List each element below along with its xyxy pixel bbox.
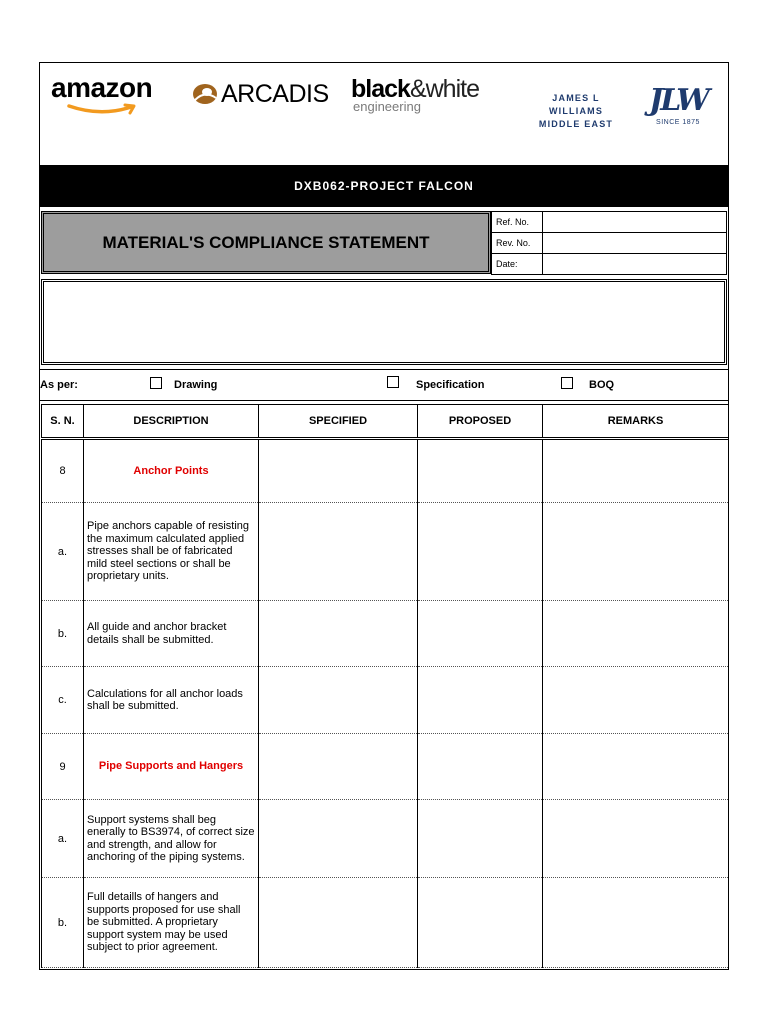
row-sn: b.: [42, 601, 84, 667]
specification-checkbox[interactable]: [387, 376, 399, 388]
specified-cell[interactable]: [259, 439, 418, 503]
specification-option-label: Specification: [416, 379, 485, 391]
row-sn: b.: [42, 878, 84, 968]
proposed-cell[interactable]: [418, 439, 543, 503]
header-sn: S. N.: [42, 405, 84, 439]
document-title: MATERIAL'S COMPLIANCE STATEMENT: [102, 232, 430, 252]
jlw-name-line1: JAMES L WILLIAMS: [548, 93, 604, 116]
proposed-cell[interactable]: [418, 503, 543, 601]
document-title-box: [41, 211, 491, 274]
bw-engineering: engineering: [353, 99, 421, 114]
bw-black: black: [351, 75, 410, 103]
bw-white: white: [425, 75, 479, 103]
specified-cell[interactable]: [259, 800, 418, 878]
title-section: [40, 210, 728, 275]
jlw-company-name: [526, 92, 626, 131]
date-label: Date:: [492, 254, 543, 275]
as-per-label: As per:: [40, 379, 78, 391]
proposed-cell[interactable]: [418, 800, 543, 878]
black-white-engineering-logo: [351, 77, 479, 113]
table-row: [42, 734, 729, 800]
header-specified: SPECIFIED: [259, 405, 418, 439]
remarks-cell[interactable]: [543, 878, 729, 968]
table-header-row: [42, 405, 729, 439]
table-row: [42, 503, 729, 601]
arcadis-logo: [192, 79, 329, 109]
header-proposed: PROPOSED: [418, 405, 543, 439]
ref-no-label: Ref. No.: [492, 212, 543, 233]
table-row: [42, 878, 729, 968]
drawing-checkbox[interactable]: [150, 377, 162, 389]
date-field[interactable]: [543, 254, 727, 275]
table-row: [42, 601, 729, 667]
table-row: [42, 800, 729, 878]
amazon-smile-icon: [67, 103, 139, 117]
jlw-logo: [638, 85, 718, 126]
row-section-heading: Anchor Points: [84, 439, 259, 503]
subject-blank-box[interactable]: [41, 279, 727, 365]
as-per-row: [40, 369, 728, 401]
proposed-cell[interactable]: [418, 667, 543, 734]
row-sn: 9: [42, 734, 84, 800]
bw-amp: &: [409, 75, 426, 103]
remarks-cell[interactable]: [543, 601, 729, 667]
row-description: Pipe anchors capable of resisting the maximum calculated applied stresses shall be of fabricated mild steel sections or shall be proprietary units.: [84, 503, 259, 601]
header-remarks: REMARKS: [543, 405, 729, 439]
proposed-cell[interactable]: [418, 734, 543, 800]
remarks-cell[interactable]: [543, 734, 729, 800]
row-sn: c.: [42, 667, 84, 734]
logo-band: [40, 63, 728, 165]
proposed-cell[interactable]: [418, 878, 543, 968]
specified-cell[interactable]: [259, 667, 418, 734]
specified-cell[interactable]: [259, 878, 418, 968]
boq-checkbox[interactable]: [561, 377, 573, 389]
row-section-heading: Pipe Supports and Hangers: [84, 734, 259, 800]
arcadis-emblem-icon: [192, 82, 218, 106]
arcadis-wordmark: ARCADIS: [221, 79, 329, 108]
remarks-cell[interactable]: [543, 667, 729, 734]
boq-option-label: BOQ: [589, 379, 615, 391]
amazon-wordmark: amazon: [51, 72, 153, 103]
remarks-cell[interactable]: [543, 503, 729, 601]
rev-no-field[interactable]: [543, 233, 727, 254]
jlw-since: SINCE 1875: [656, 119, 700, 126]
table-row: [42, 439, 729, 503]
row-description: Calculations for all anchor loads shall be submitted.: [84, 667, 259, 734]
specified-cell[interactable]: [259, 601, 418, 667]
row-sn: a.: [42, 800, 84, 878]
specified-cell[interactable]: [259, 734, 418, 800]
rev-no-label: Rev. No.: [492, 233, 543, 254]
remarks-cell[interactable]: [543, 439, 729, 503]
header-description: DESCRIPTION: [84, 405, 259, 439]
row-description: Full detaills of hangers and supports proposed for use shall be submitted. A proprietary support system may be used subject to prior agreement.: [84, 878, 259, 968]
drawing-option-label: Drawing: [174, 379, 218, 391]
compliance-table: [41, 404, 729, 968]
row-description: All guide and anchor bracket details shall be submitted.: [84, 601, 259, 667]
reference-table: [491, 211, 727, 275]
specified-cell[interactable]: [259, 503, 418, 601]
row-description: Support systems shall beg enerally to BS3974, of correct size and strength, and allow for anchoring of the piping systems.: [84, 800, 259, 878]
jlw-name-line2: MIDDLE EAST: [538, 119, 614, 129]
project-name: DXB062-PROJECT FALCON: [294, 179, 474, 193]
ref-no-field[interactable]: [543, 212, 727, 233]
project-title-bar: [40, 165, 728, 207]
compliance-sheet: [39, 62, 729, 970]
row-sn: 8: [42, 439, 84, 503]
jlw-monogram: JLW: [649, 83, 707, 118]
remarks-cell[interactable]: [543, 800, 729, 878]
table-row: [42, 667, 729, 734]
proposed-cell[interactable]: [418, 601, 543, 667]
row-sn: a.: [42, 503, 84, 601]
amazon-logo: [51, 73, 181, 117]
